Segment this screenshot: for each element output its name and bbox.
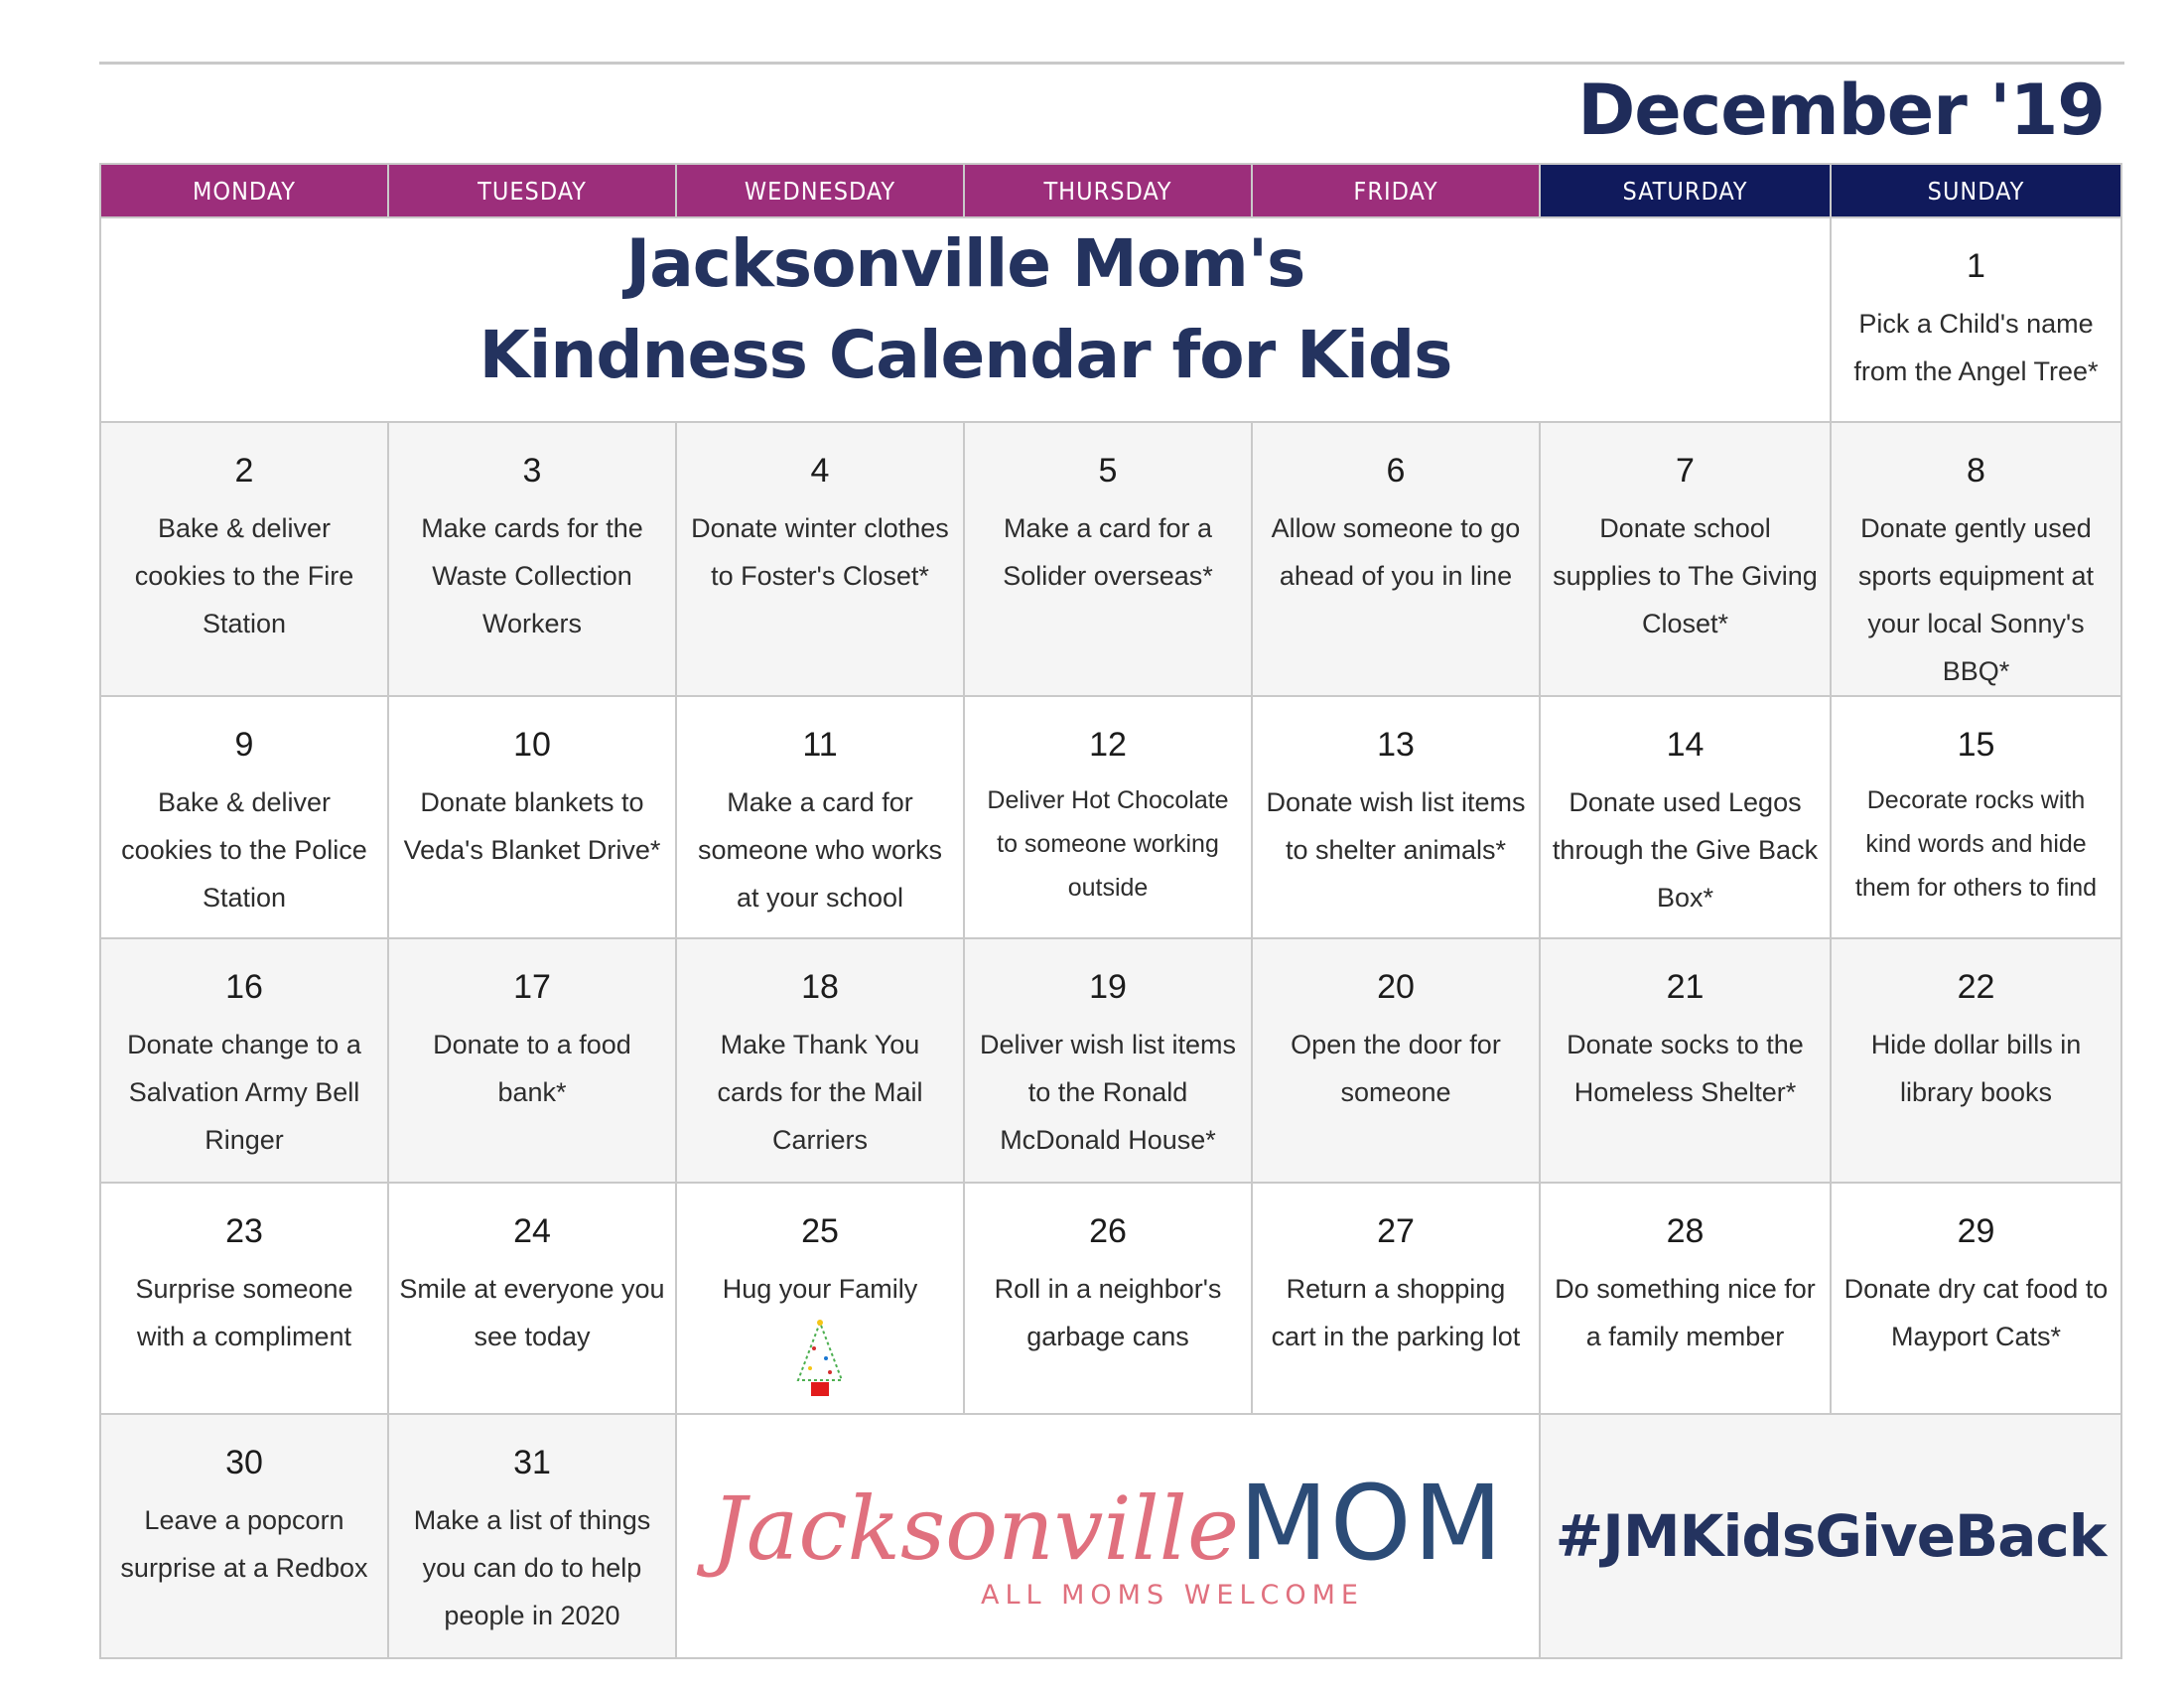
day-task: Pick a Child's name from the Angel Tree* xyxy=(1853,309,2099,386)
day-task: Donate blankets to Veda's Blanket Drive* xyxy=(403,787,661,865)
day-number: 2 xyxy=(234,452,254,490)
day-number: 22 xyxy=(1957,968,1995,1006)
weekday-tuesday: TUESDAY xyxy=(388,164,676,217)
day-cell-26 xyxy=(964,1183,1252,1414)
day-number: 28 xyxy=(1666,1212,1705,1250)
day-task: Donate used Legos through the Give Back Box* xyxy=(1552,787,1819,913)
day-cell-21 xyxy=(1540,938,1831,1183)
day-cell-15 xyxy=(1831,696,2121,938)
calendar-grid xyxy=(99,163,2122,1659)
day-cell-5 xyxy=(964,422,1252,696)
day-number: 21 xyxy=(1666,968,1705,1006)
day-cell-7 xyxy=(1540,422,1831,696)
hashtag-cell xyxy=(1540,1414,2121,1658)
day-number: 5 xyxy=(1098,452,1118,490)
day-number: 18 xyxy=(801,968,839,1006)
logo-tagline: ALL MOMS WELCOME xyxy=(981,1579,1364,1611)
day-number: 27 xyxy=(1377,1212,1415,1250)
day-cell-1 xyxy=(1831,217,2121,422)
logo-mark xyxy=(712,1463,1505,1611)
day-cell-2 xyxy=(100,422,388,696)
day-cell-25 xyxy=(676,1183,964,1414)
day-number: 9 xyxy=(234,726,254,764)
day-cell-23 xyxy=(100,1183,388,1414)
day-task: Allow someone to go ahead of you in line xyxy=(1271,513,1521,591)
day-cell-12 xyxy=(964,696,1252,938)
day-task: Make Thank You cards for the Mail Carriers xyxy=(717,1030,923,1155)
day-task: Deliver Hot Chocolate to someone working outside xyxy=(987,786,1229,902)
day-task: Bake & deliver cookies to the Police Station xyxy=(121,787,367,913)
day-task: Open the door for someone xyxy=(1291,1030,1501,1107)
day-number: 25 xyxy=(801,1212,839,1250)
calendar-banner xyxy=(100,217,1831,422)
day-cell-8 xyxy=(1831,422,2121,696)
day-cell-31 xyxy=(388,1414,676,1658)
day-cell-28 xyxy=(1540,1183,1831,1414)
week-row xyxy=(100,1414,2121,1658)
day-number: 10 xyxy=(513,726,551,764)
weekday-saturday: SATURDAY xyxy=(1540,164,1831,217)
day-number: 31 xyxy=(513,1444,551,1481)
banner-title-line1: Jacksonville Mom's xyxy=(625,225,1305,302)
day-task: Make a card for a Solider overseas* xyxy=(1003,513,1213,591)
day-number: 19 xyxy=(1089,968,1127,1006)
day-task: Hug your Family xyxy=(722,1274,918,1304)
day-cell-19 xyxy=(964,938,1252,1183)
logo-mom-text: MOM xyxy=(1239,1462,1505,1584)
day-cell-17 xyxy=(388,938,676,1183)
day-task: Donate school supplies to The Giving Closet* xyxy=(1553,513,1818,638)
banner-title-line2: Kindness Calendar for Kids xyxy=(478,317,1452,393)
day-task: Return a shopping cart in the parking lot xyxy=(1271,1274,1521,1351)
day-cell-13 xyxy=(1252,696,1540,938)
day-number: 14 xyxy=(1666,726,1705,764)
day-cell-29 xyxy=(1831,1183,2121,1414)
day-cell-24 xyxy=(388,1183,676,1414)
week-row xyxy=(100,217,2121,422)
day-number: 11 xyxy=(802,726,838,764)
day-number: 6 xyxy=(1386,452,1406,490)
top-divider xyxy=(99,62,2124,65)
day-task: Hide dollar bills in library books xyxy=(1870,1030,2082,1107)
week-row xyxy=(100,1183,2121,1414)
day-task: Do something nice for a family member xyxy=(1555,1274,1816,1351)
day-number: 8 xyxy=(1967,452,1985,490)
day-cell-30 xyxy=(100,1414,388,1658)
day-task: Make a list of things you can do to help people in 2020 xyxy=(413,1505,651,1630)
day-number: 20 xyxy=(1377,968,1415,1006)
day-task: Donate gently used sports equipment at your local Sonny's BBQ* xyxy=(1857,513,2095,686)
day-cell-16 xyxy=(100,938,388,1183)
day-number: 29 xyxy=(1957,1212,1995,1250)
weekday-sunday: SUNDAY xyxy=(1831,164,2121,217)
day-number: 26 xyxy=(1089,1212,1127,1250)
week-row xyxy=(100,938,2121,1183)
day-cell-10 xyxy=(388,696,676,938)
day-task: Make cards for the Waste Collection Workers xyxy=(421,513,643,638)
day-number: 13 xyxy=(1377,726,1415,764)
day-cell-27 xyxy=(1252,1183,1540,1414)
day-number: 23 xyxy=(225,1212,263,1250)
day-task: Make a card for someone who works at your school xyxy=(697,787,943,913)
week-row xyxy=(100,422,2121,696)
weekday-friday: FRIDAY xyxy=(1252,164,1540,217)
day-task: Decorate rocks with kind words and hide them for others to find xyxy=(1854,786,2098,902)
day-task: Donate to a food bank* xyxy=(433,1030,631,1107)
day-cell-14 xyxy=(1540,696,1831,938)
day-number: 15 xyxy=(1957,726,1995,764)
day-task: Donate winter clothes to Foster's Closet* xyxy=(691,513,949,591)
weekday-wednesday: WEDNESDAY xyxy=(676,164,964,217)
day-number: 1 xyxy=(1967,247,1985,285)
week-row xyxy=(100,696,2121,938)
day-cell-3 xyxy=(388,422,676,696)
day-task: Donate wish list items to shelter animals* xyxy=(1266,787,1526,865)
day-number: 17 xyxy=(513,968,551,1006)
day-cell-6 xyxy=(1252,422,1540,696)
jacksonville-mom-logo xyxy=(676,1414,1540,1658)
day-cell-20 xyxy=(1252,938,1540,1183)
weekday-monday: MONDAY xyxy=(100,164,388,217)
hashtag-text: #JMKidsGiveBack xyxy=(1555,1502,2107,1570)
day-number: 24 xyxy=(513,1212,551,1250)
day-cell-9 xyxy=(100,696,388,938)
day-cell-22 xyxy=(1831,938,2121,1183)
day-cell-11 xyxy=(676,696,964,938)
day-task: Donate dry cat food to Mayport Cats* xyxy=(1843,1274,2109,1351)
day-task: Donate socks to the Homeless Shelter* xyxy=(1567,1030,1804,1107)
day-number: 7 xyxy=(1676,452,1695,490)
day-task: Bake & deliver cookies to the Fire Station xyxy=(134,513,354,638)
weekday-header-row xyxy=(100,164,2121,217)
christmas-tree-icon xyxy=(790,1319,850,1398)
month-title: December '19 xyxy=(1577,70,2105,151)
day-task: Deliver wish list items to the Ronald McDonald House* xyxy=(979,1030,1237,1155)
day-cell-4 xyxy=(676,422,964,696)
day-number: 4 xyxy=(810,452,830,490)
day-task: Leave a popcorn surprise at a Redbox xyxy=(120,1505,368,1583)
day-task: Smile at everyone you see today xyxy=(399,1274,665,1351)
day-cell-18 xyxy=(676,938,964,1183)
weekday-thursday: THURSDAY xyxy=(964,164,1252,217)
day-number: 30 xyxy=(225,1444,263,1481)
day-number: 12 xyxy=(1089,726,1127,764)
day-number: 16 xyxy=(225,968,263,1006)
day-task: Surprise someone with a compliment xyxy=(135,1274,353,1351)
day-task: Donate change to a Salvation Army Bell Ringer xyxy=(127,1030,361,1155)
day-number: 3 xyxy=(522,452,542,490)
logo-script-text: Jacksonville xyxy=(711,1477,1240,1580)
day-task: Roll in a neighbor's garbage cans xyxy=(994,1274,1222,1351)
